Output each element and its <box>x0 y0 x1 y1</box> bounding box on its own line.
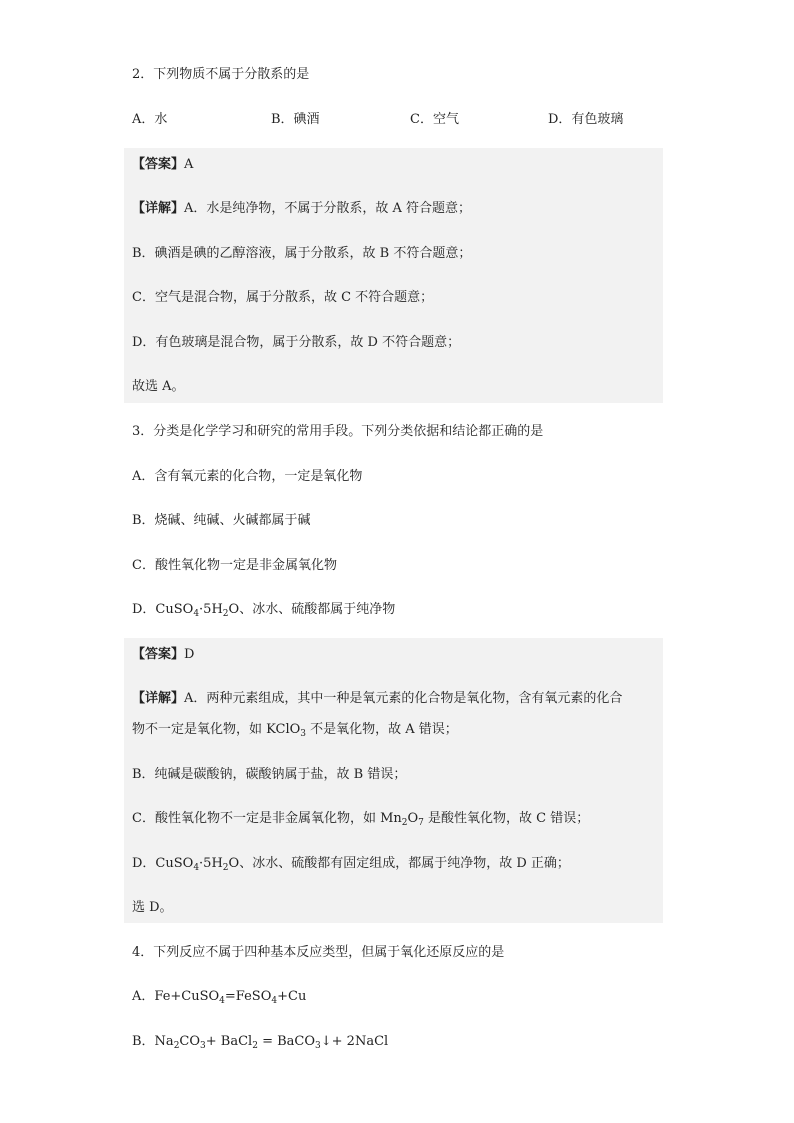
subscript: 2 <box>222 863 229 873</box>
subscript: 3 <box>315 1041 321 1051</box>
q3-option-a: A．含有氧元素的化合物，一定是氧化物 <box>132 469 363 484</box>
text: +Cu <box>277 989 307 1004</box>
q3-stem: 3．分类是化学学习和研究的常用手段。下列分类依据和结论都正确的是 <box>132 424 544 439</box>
q3-detail-a-line2 <box>132 721 458 739</box>
subscript: 2 <box>252 1041 258 1051</box>
q2-conclusion: 故选 A。 <box>132 379 185 394</box>
answer-value: A <box>184 157 194 172</box>
q2-detail-a <box>132 200 471 218</box>
q4-stem: 4．下列反应不属于四种基本反应类型，但属于氧化还原反应的是 <box>132 945 505 960</box>
text: O、冰水、硫酸都有固定组成，都属于纯净物，故 D 正确； <box>228 856 570 871</box>
q2-detail-b: B．碘酒是碘的乙醇溶液，属于分散系，故 B 不符合题意； <box>132 246 472 261</box>
subscript: 4 <box>193 609 200 619</box>
text: ↓+ 2NaCl <box>320 1034 389 1049</box>
text: O <box>407 811 419 826</box>
text: CO <box>179 1034 201 1049</box>
text: O、冰水、硫酸都属于纯净物 <box>228 602 396 617</box>
text: D．CuSO <box>132 856 194 871</box>
q3-option-d <box>132 601 395 619</box>
detail-label: 【详解】 <box>132 201 185 216</box>
q2-stem: 2．下列物质不属于分散系的是 <box>132 67 310 82</box>
q3-option-b: B．烧碱、纯碱、火碱都属于碱 <box>132 513 311 528</box>
subscript: 7 <box>418 818 424 828</box>
q3-detail-c <box>132 810 589 828</box>
q3-detail-d <box>132 855 570 873</box>
detail-text: A．水是纯净物，不属于分散系，故 A 符合题意； <box>184 201 472 216</box>
detail-text: A．两种元素组成，其中一种是氧元素的化合物是氧化物，含有氧元素的化合 <box>184 691 623 706</box>
text: ·5H <box>199 856 223 871</box>
subscript: 2 <box>222 609 229 619</box>
subscript: 4 <box>219 996 225 1006</box>
text: C．酸性氧化物不一定是非金属氧化物，如 Mn <box>132 811 402 826</box>
text: 不是氧化物，故 A 错误； <box>306 722 458 737</box>
text: + BaCl <box>205 1034 253 1049</box>
answer-label: 【答案】 <box>132 647 185 662</box>
q4-option-a <box>132 988 306 1006</box>
q2-answer <box>132 156 193 174</box>
answer-value: D <box>184 647 195 662</box>
q2-option-c: C．空气 <box>410 112 459 127</box>
text: 是酸性氧化物，故 C 错误； <box>423 811 590 826</box>
q3-option-c: C．酸性氧化物一定是非金属氧化物 <box>132 558 337 573</box>
text: 物不一定是氧化物，如 KClO <box>132 722 301 737</box>
subscript: 4 <box>271 996 278 1006</box>
answer-label: 【答案】 <box>132 157 185 172</box>
subscript: 2 <box>401 818 408 828</box>
text: =FeSO <box>224 989 272 1004</box>
q2-option-a: A．水 <box>132 112 168 127</box>
q3-conclusion: 选 D。 <box>132 900 173 915</box>
subscript: 2 <box>173 1041 180 1051</box>
text: B．Na <box>132 1034 174 1049</box>
text: ·5H <box>199 602 223 617</box>
q2-option-d: D．有色玻璃 <box>548 112 624 127</box>
subscript: 4 <box>193 863 200 873</box>
q2-answer-block <box>124 148 663 403</box>
subscript: 3 <box>200 1041 206 1051</box>
subscript: 3 <box>300 729 306 739</box>
text: = BaCO <box>257 1034 316 1049</box>
q2-option-b: B．碘酒 <box>271 112 320 127</box>
text: A．Fe+CuSO <box>132 989 220 1004</box>
text: D．CuSO <box>132 602 194 617</box>
q3-detail-b: B．纯碱是碳酸钠，碳酸钠属于盐，故 B 错误； <box>132 767 407 782</box>
q4-option-b <box>132 1033 388 1051</box>
q3-detail-a-line1 <box>132 690 622 708</box>
q2-detail-d: D．有色玻璃是混合物，属于分散系，故 D 不符合题意； <box>132 335 461 350</box>
q2-detail-c: C．空气是混合物，属于分散系，故 C 不符合题意； <box>132 290 434 305</box>
detail-label: 【详解】 <box>132 691 185 706</box>
q3-answer <box>132 646 194 664</box>
